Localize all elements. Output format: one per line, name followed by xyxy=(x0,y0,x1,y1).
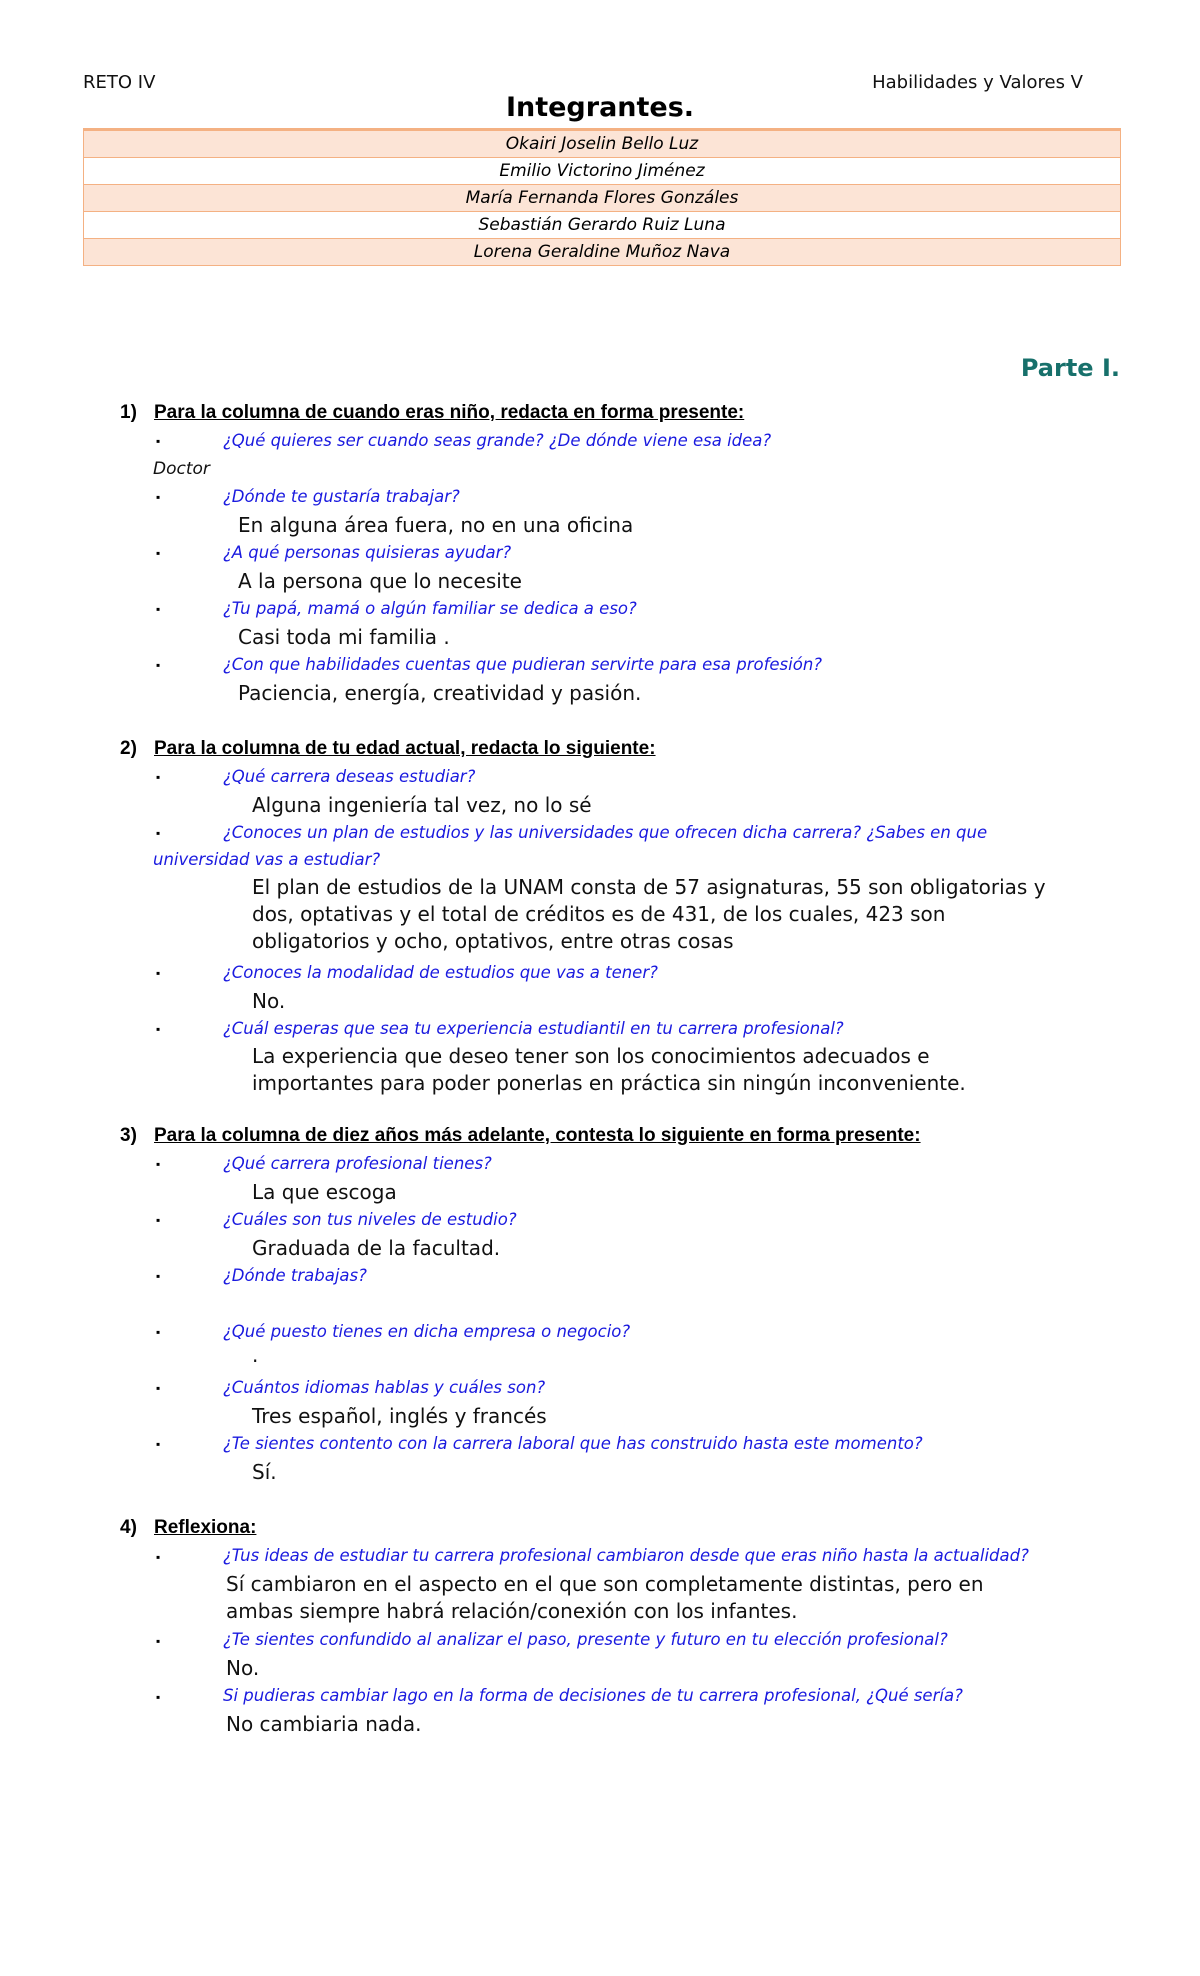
answer-continued: obligatorios y ocho, optativos, entre otras cosas xyxy=(252,929,734,953)
part-heading: Parte I. xyxy=(1020,354,1120,382)
bullet-icon: ▪ xyxy=(156,1022,161,1036)
question: ¿Qué carrera profesional tienes? xyxy=(223,1154,492,1173)
section-heading xyxy=(120,1517,256,1539)
bullet-icon: ▪ xyxy=(156,1213,161,1227)
member-name: Sebastián Gerardo Ruiz Luna xyxy=(84,212,1121,239)
section-title: Para la columna de tu edad actual, redacta lo siguiente: xyxy=(154,738,656,759)
page-title: Integrantes. xyxy=(505,92,695,123)
answer: La experiencia que deseo tener son los conocimientos adecuados e xyxy=(252,1044,930,1068)
member-name: Okairi Joselin Bello Luz xyxy=(84,130,1121,158)
member-name: María Fernanda Flores Gonzáles xyxy=(84,185,1121,212)
bullet-icon: ▪ xyxy=(156,1269,161,1283)
question: ¿Tu papá, mamá o algún familiar se dedica a eso? xyxy=(223,599,637,618)
question: ¿Conoces un plan de estudios y las universidades que ofrecen dicha carrera? ¿Sabes en que xyxy=(223,823,988,842)
question-continued: universidad vas a estudiar? xyxy=(153,850,381,869)
question: ¿Qué carrera deseas estudiar? xyxy=(223,767,476,786)
members-table xyxy=(83,128,1121,266)
section-title: Reflexiona: xyxy=(154,1517,257,1538)
bullet-icon: ▪ xyxy=(156,1381,161,1395)
section-title: Para la columna de diez años más adelante, contesta lo siguiente en forma presente: xyxy=(154,1125,921,1146)
section-heading xyxy=(120,402,744,424)
answer-continued: ambas siempre habrá relación/conexión con los infantes. xyxy=(226,1599,798,1623)
question: ¿Cuántos idiomas hablas y cuáles son? xyxy=(223,1378,546,1397)
bullet-icon: ▪ xyxy=(156,434,161,448)
question: ¿Cuáles son tus niveles de estudio? xyxy=(223,1210,517,1229)
answer: Doctor xyxy=(153,459,210,479)
bullet-icon: ▪ xyxy=(156,1634,161,1648)
bullet-icon: ▪ xyxy=(156,546,161,560)
question: ¿Dónde trabajas? xyxy=(223,1266,367,1285)
member-name: Emilio Victorino Jiménez xyxy=(84,158,1121,185)
question: ¿Qué quieres ser cuando seas grande? ¿De dónde viene esa idea? xyxy=(223,431,772,450)
answer-continued: importantes para poder ponerlas en práctica sin ningún inconveniente. xyxy=(252,1071,966,1095)
table-row xyxy=(84,212,1121,239)
question: ¿A qué personas quisieras ayudar? xyxy=(223,543,512,562)
answer: Alguna ingeniería tal vez, no lo sé xyxy=(252,793,592,817)
question: ¿Conoces la modalidad de estudios que vas a tener? xyxy=(223,963,658,982)
header-left: RETO IV xyxy=(83,72,156,93)
question: Si pudieras cambiar lago en la forma de decisiones de tu carrera profesional, ¿Qué sería? xyxy=(223,1686,963,1705)
question: ¿Tus ideas de estudiar tu carrera profesional cambiaron desde que eras niño hasta la actualidad? xyxy=(223,1546,1029,1565)
question: ¿Cuál esperas que sea tu experiencia estudiantil en tu carrera profesional? xyxy=(223,1019,844,1038)
answer: No. xyxy=(252,989,286,1013)
bullet-icon: ▪ xyxy=(156,1550,161,1564)
bullet-icon: ▪ xyxy=(156,1157,161,1171)
bullet-icon: ▪ xyxy=(156,770,161,784)
section-number: 1) xyxy=(120,402,137,423)
answer: Sí cambiaron en el aspecto en el que son completamente distintas, pero en xyxy=(226,1572,984,1596)
question: ¿Qué puesto tienes en dicha empresa o negocio? xyxy=(223,1322,631,1341)
table-row xyxy=(84,185,1121,212)
answer: Sí. xyxy=(252,1460,277,1484)
section-number: 2) xyxy=(120,738,137,759)
bullet-icon: ▪ xyxy=(156,1690,161,1704)
answer: En alguna área fuera, no en una oficina xyxy=(238,513,634,537)
answer: La que escoga xyxy=(252,1180,397,1204)
question: ¿Dónde te gustaría trabajar? xyxy=(223,487,460,506)
section-heading xyxy=(120,1125,921,1147)
answer: Graduada de la facultad. xyxy=(252,1236,501,1260)
answer: A la persona que lo necesite xyxy=(238,569,522,593)
header-right: Habilidades y Valores V xyxy=(872,72,1083,93)
answer: El plan de estudios de la UNAM consta de 57 asignaturas, 55 son obligatorias y xyxy=(252,875,1046,899)
section-title: Para la columna de cuando eras niño, redacta en forma presente: xyxy=(154,402,745,423)
bullet-icon: ▪ xyxy=(156,490,161,504)
bullet-icon: ▪ xyxy=(156,1325,161,1339)
answer: No. xyxy=(226,1656,260,1680)
answer: No cambiaria nada. xyxy=(226,1712,422,1736)
section-number: 3) xyxy=(120,1125,137,1146)
section-heading xyxy=(120,738,656,760)
bullet-icon: ▪ xyxy=(156,826,161,840)
bullet-icon: ▪ xyxy=(156,658,161,672)
question: ¿Con que habilidades cuentas que pudieran servirte para esa profesión? xyxy=(223,655,823,674)
table-row xyxy=(84,130,1121,158)
question: ¿Te sientes confundido al analizar el paso, presente y futuro en tu elección profesional? xyxy=(223,1630,948,1649)
table-row xyxy=(84,239,1121,266)
answer: Casi toda mi familia . xyxy=(238,625,450,649)
answer-continued: dos, optativas y el total de créditos es de 431, de los cuales, 423 son xyxy=(252,902,946,926)
answer: . xyxy=(252,1343,259,1367)
section-number: 4) xyxy=(120,1517,137,1538)
table-row xyxy=(84,158,1121,185)
bullet-icon: ▪ xyxy=(156,602,161,616)
bullet-icon: ▪ xyxy=(156,1437,161,1451)
member-name: Lorena Geraldine Muñoz Nava xyxy=(84,239,1121,266)
bullet-icon: ▪ xyxy=(156,966,161,980)
question: ¿Te sientes contento con la carrera laboral que has construido hasta este momento? xyxy=(223,1434,923,1453)
answer: Tres español, inglés y francés xyxy=(252,1404,547,1428)
answer: Paciencia, energía, creatividad y pasión. xyxy=(238,681,642,705)
